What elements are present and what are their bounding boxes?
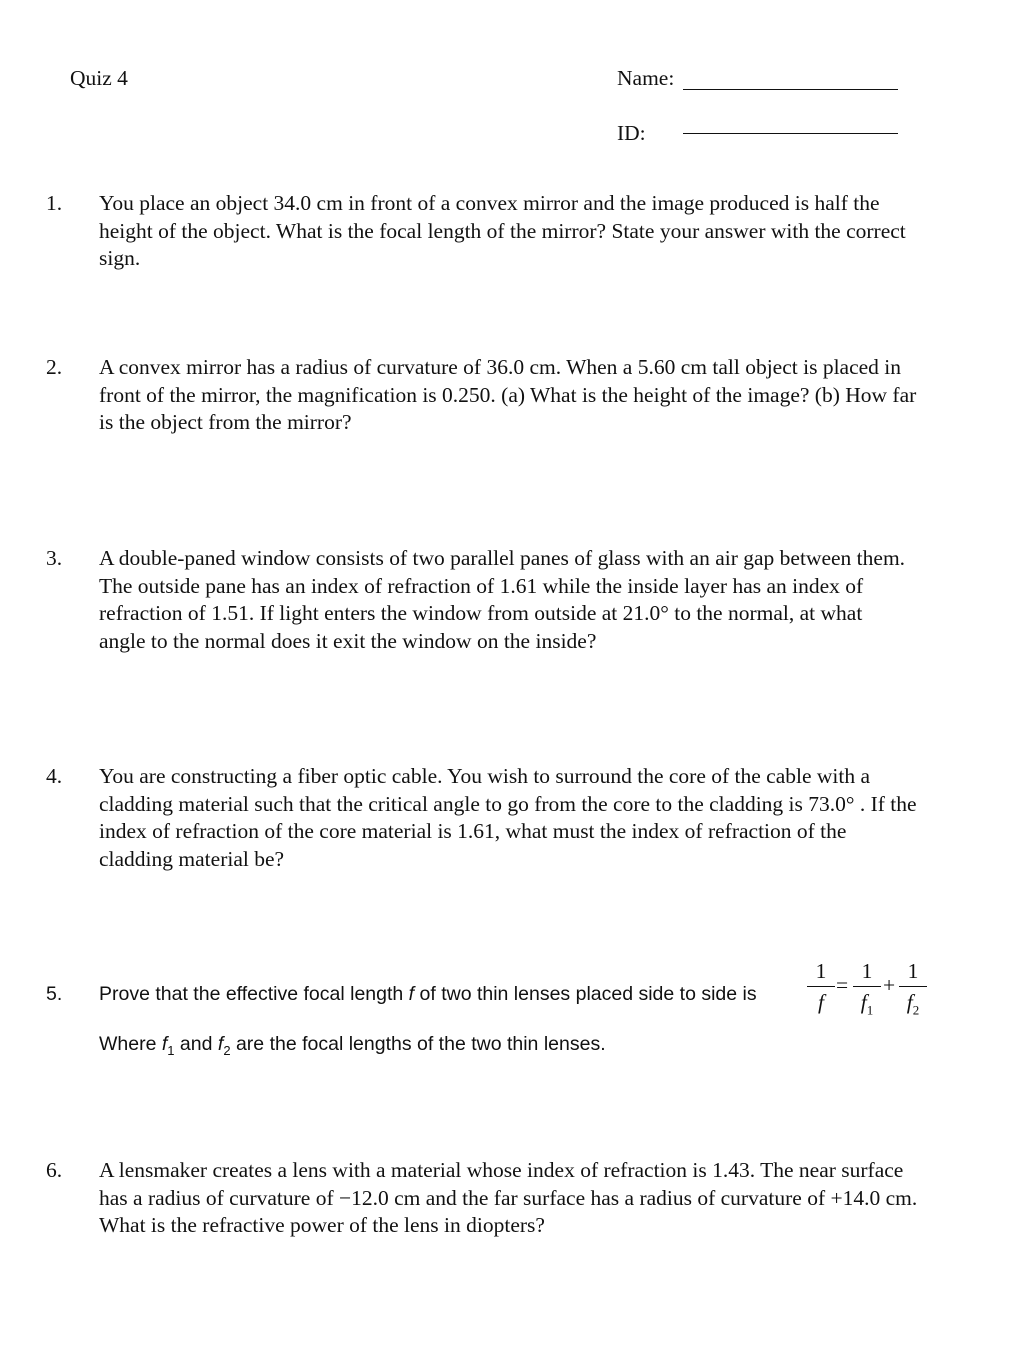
question-5-and: and xyxy=(174,1033,218,1055)
name-blank-line[interactable] xyxy=(683,89,898,90)
formula-numerator: 1 xyxy=(861,959,873,983)
question-1-number: 1. xyxy=(46,191,63,215)
question-6-number: 6. xyxy=(46,1158,63,1182)
formula-denominator-f: f xyxy=(818,990,824,1014)
question-6-text: A lensmaker creates a lens with a material whose index of refraction is 1.43. The near surface has a radius of curvature of −12.0 cm and the far surface has a radius of curvature of +14.0 cm. What is the refractive power of the lens in diopters? xyxy=(99,1158,918,1237)
quiz-title: Quiz 4 xyxy=(70,66,128,90)
formula-denominator-f2: $f_2$ xyxy=(906,990,920,1018)
question-5-text-b: of two thin lenses placed side to side is xyxy=(414,983,757,1005)
question-5-f: f xyxy=(408,983,415,1005)
question-5-text xyxy=(99,981,757,1009)
question-5-f2: f xyxy=(217,1033,224,1055)
question-4-number: 4. xyxy=(46,764,63,788)
formula-equals: = xyxy=(836,973,849,997)
formula-plus: + xyxy=(883,973,896,997)
question-3-text: A double-paned window consists of two parallel panes of glass with an air gap between them. The outside pane has an index of refraction of 1.61 while the inside layer has an index of refraction of 1.51. If light enters the window from outside at 21.0° to the normal, at what angle to the normal does it exit the window on the inside? xyxy=(99,546,906,653)
question-5-text-a: Prove that the effective focal length xyxy=(99,983,409,1005)
question-4-text: You are constructing a fiber optic cable. You wish to surround the core of the cable with a cladding material such that the critical angle to go from the core to the cladding is 73.0° . If the index of refraction of the core material is 1.61, what must the index of refraction of the cladding material be? xyxy=(99,764,917,871)
formula-fraction-f xyxy=(807,956,835,1017)
question-5-f1: f xyxy=(161,1033,168,1055)
id-label: ID: xyxy=(617,121,646,145)
formula-fraction-f1 xyxy=(853,956,881,1017)
formula-numerator: 1 xyxy=(815,959,827,983)
question-5-sub1: 1 xyxy=(167,1042,175,1058)
formula-denominator-f1: $f_1$ xyxy=(860,990,874,1018)
question-5-line-2 xyxy=(99,1031,606,1064)
question-5-sub2: 2 xyxy=(223,1042,231,1058)
question-5-rest: are the focal lengths of the two thin lenses. xyxy=(230,1033,606,1055)
name-label: Name: xyxy=(617,66,675,90)
id-blank-line[interactable] xyxy=(683,133,898,134)
question-5-number: 5. xyxy=(46,983,63,1005)
question-2-number: 2. xyxy=(46,355,63,379)
formula-fraction-f2 xyxy=(899,956,927,1017)
question-3-number: 3. xyxy=(46,546,63,570)
formula-numerator: 1 xyxy=(907,959,919,983)
question-1-text: You place an object 34.0 cm in front of a convex mirror and the image produced is half the height of the object. What is the focal length of the mirror? State your answer with the correct sign. xyxy=(99,191,906,270)
question-5-where: Where xyxy=(99,1033,162,1055)
question-2-text: A convex mirror has a radius of curvature of 36.0 cm. When a 5.60 cm tall object is placed in front of the mirror, the magnification is 0.250. (a) What is the height of the image? (b) How far is the object from the mirror? xyxy=(99,355,917,434)
